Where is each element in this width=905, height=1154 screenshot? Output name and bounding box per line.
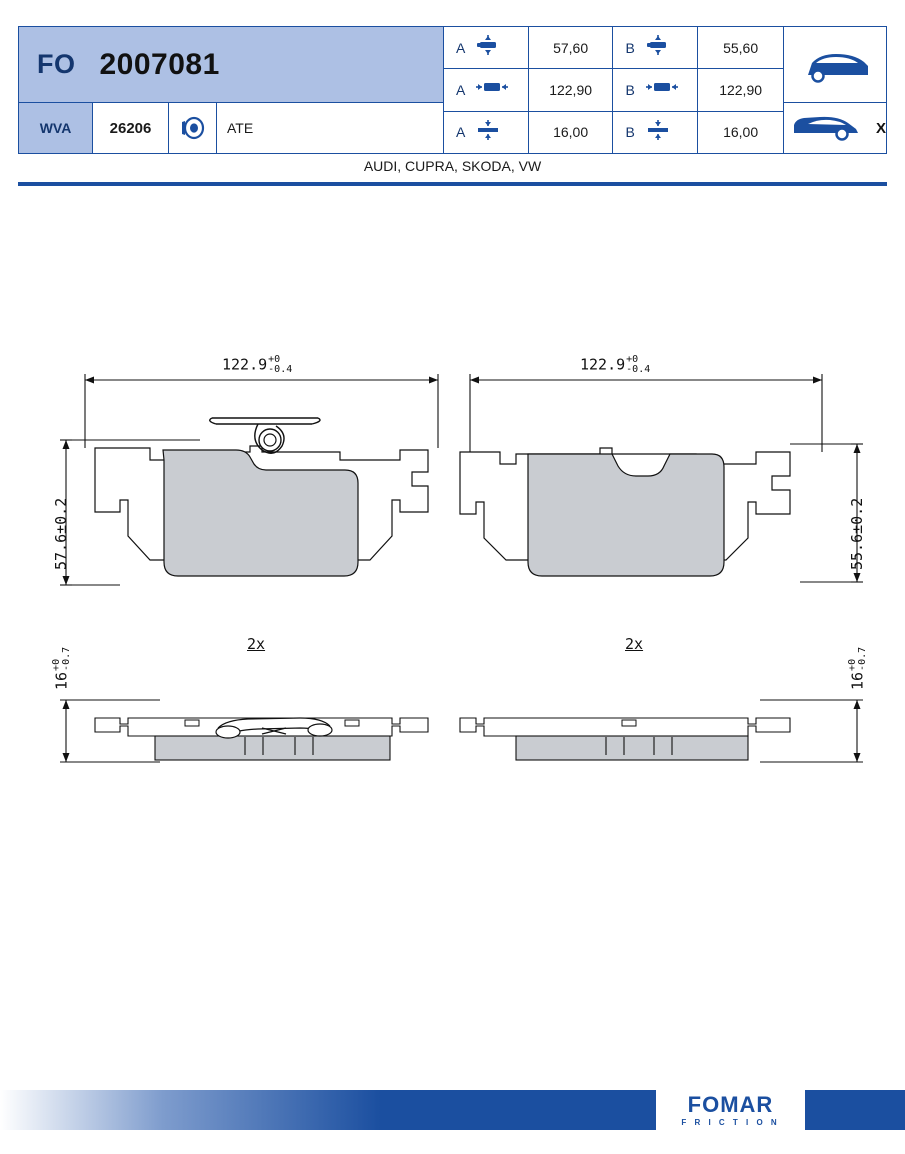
label-a: A bbox=[455, 39, 466, 56]
left-pad-thickness-tolerance: +0 -0.7 bbox=[51, 646, 73, 671]
left-pad-length-value: 122.9 bbox=[222, 355, 268, 374]
label-a: A bbox=[455, 124, 466, 141]
right-pad-height-label: 55.6±0.2 bbox=[848, 497, 866, 570]
car-rear-axle-row bbox=[784, 103, 886, 153]
left-pad-thickness-value: 16 bbox=[52, 671, 71, 690]
measurement-a-value-height: 57,60 bbox=[529, 27, 614, 68]
measurement-b-value-thickness: 16,00 bbox=[723, 124, 759, 141]
left-pad-thickness-label bbox=[52, 647, 72, 690]
right-pad-quantity: 2x bbox=[625, 635, 644, 653]
header-divider bbox=[18, 182, 887, 186]
vehicle-applications: AUDI, CUPRA, SKODA, VW bbox=[363, 158, 542, 174]
right-pad-thickness-tolerance: +0 -0.7 bbox=[847, 646, 869, 671]
left-pad-length-tolerance: +0 -0.4 bbox=[268, 354, 293, 376]
thickness-icon bbox=[645, 118, 671, 147]
car-front-axle-icon bbox=[784, 27, 886, 103]
measurement-b-label-width bbox=[613, 69, 698, 110]
measurement-b-value-width: 122,90 bbox=[719, 81, 763, 98]
width-icon bbox=[645, 77, 679, 102]
wva-row bbox=[19, 103, 443, 153]
wva-label: WVA bbox=[19, 103, 93, 153]
manufacturer-name: ATE bbox=[227, 120, 254, 136]
left-pad-quantity: 2x bbox=[247, 635, 266, 653]
part-number: 2007081 bbox=[99, 47, 220, 81]
measurement-a-label-width bbox=[444, 69, 529, 110]
measurement-row-width bbox=[444, 69, 783, 111]
axle-mark: X bbox=[875, 119, 886, 137]
part-header bbox=[18, 26, 887, 154]
height-icon bbox=[475, 34, 501, 61]
measurement-row-thickness bbox=[444, 112, 783, 153]
fomar-logo-subtext: F R I C T I O N bbox=[681, 1117, 780, 1127]
brand-row bbox=[19, 27, 443, 103]
pad-drawing-svg bbox=[0, 300, 905, 820]
brake-disc-icon bbox=[169, 103, 217, 153]
measurements-table bbox=[444, 27, 784, 153]
measurement-b-label-height bbox=[613, 27, 698, 68]
car-rear-axle-icon bbox=[790, 107, 864, 150]
technical-drawing bbox=[0, 300, 905, 820]
axle-indicator-block bbox=[784, 27, 886, 153]
right-pad-length-tolerance: +0 -0.4 bbox=[626, 354, 651, 376]
right-pad-length-value: 122.9 bbox=[580, 355, 626, 374]
label-b: B bbox=[625, 39, 635, 56]
measurement-b-value-height: 55,60 bbox=[723, 39, 759, 56]
left-pad-height-label: 57.6±0.2 bbox=[52, 497, 70, 570]
brand-prefix: FO bbox=[37, 49, 76, 79]
measurement-b-label-thickness bbox=[613, 112, 698, 153]
header-identity-block bbox=[19, 27, 444, 153]
wva-number: 26206 bbox=[93, 103, 169, 153]
measurement-a-value-thickness: 16,00 bbox=[529, 112, 614, 153]
fomar-logo-text: FOMAR bbox=[687, 1091, 774, 1117]
right-pad-thickness-value: 16 bbox=[848, 671, 867, 690]
label-b: B bbox=[625, 124, 635, 141]
right-pad-thickness-label bbox=[848, 647, 868, 690]
right-pad-length-label bbox=[580, 355, 650, 375]
measurement-row-height bbox=[444, 27, 783, 69]
height-icon bbox=[645, 34, 671, 61]
left-pad-length-label bbox=[222, 355, 292, 375]
measurement-a-label-height bbox=[444, 27, 529, 68]
label-b: B bbox=[625, 81, 635, 98]
measurement-a-label-thickness bbox=[444, 112, 529, 153]
width-icon bbox=[475, 77, 509, 102]
label-a: A bbox=[455, 81, 466, 98]
thickness-icon bbox=[475, 118, 501, 147]
measurement-a-value-width: 122,90 bbox=[529, 69, 614, 110]
fomar-logo bbox=[656, 1090, 805, 1130]
